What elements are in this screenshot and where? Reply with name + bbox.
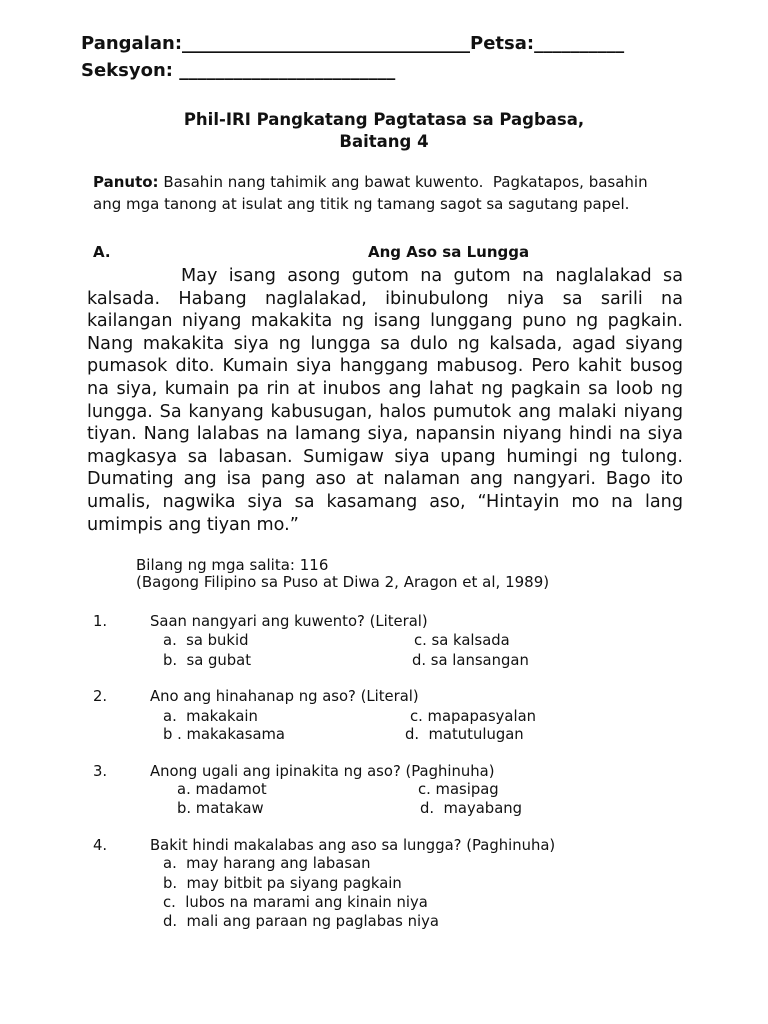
question-3-number: 3. [93,763,108,780]
question-3-choice-c: c. masipag [418,781,499,798]
instructions-label: Panuto: [93,173,159,191]
question-3-text: Anong ugali ang ipinakita ng aso? (Paghinuha) [150,763,495,780]
question-1-text: Saan nangyari ang kuwento? (Literal) [150,613,428,630]
question-4-number: 4. [93,837,108,854]
name-date-line: Pangalan:________________________________Petsa:__________ [81,33,625,54]
question-2-choice-b: b . makakasama [163,726,285,743]
question-1-choice-d: d. sa lansangan [412,652,529,669]
question-2-choice-c: c. mapapasyalan [410,708,537,725]
question-1-choice-b: b. sa gubat [163,652,252,669]
page-title: Phil-IRI Pangkatang Pagtatasa sa Pagbasa, [183,110,585,129]
word-count: Bilang ng mga salita: 116 [136,556,329,574]
instructions-line-2: ang mga tanong at isulat ang titik ng tamang sagot sa sagutang papel. [93,195,630,213]
question-3-choice-d: d. mayabang [420,800,523,817]
question-4-choice-c: c. lubos na marami ang kinain niya [163,894,428,911]
question-2-choice-d: d. matutulugan [405,726,524,743]
story-passage [87,265,683,536]
story-source: (Bagong Filipino sa Puso at Diwa 2, Aragon et al, 1989) [136,573,550,591]
question-1-choice-a: a. sa bukid [163,632,249,649]
question-1-number: 1. [93,613,108,630]
instructions-text-1: Basahin nang tahimik ang bawat kuwento. Pagkatapos, basahin [158,173,648,191]
question-4-choice-a: a. may harang ang labasan [163,855,371,872]
question-2-number: 2. [93,688,108,705]
story-text: May isang asong gutom na gutom na naglalakad sa kalsada. Habang naglalakad, ibinubulong niya sa sarili na kailangan niyang makakita ng isang lunggang puno ng pagkain. Nang makakita siya ng lungga sa dulo ng kalsada, agad siyang pumasok dito. Kumain siya hanggang mabusog. Pero kahit busog na siya, kumain pa rin at inubos ang lahat ng pagkain sa loob ng lungga. Sa kanyang kabusugan, halos pumutok ang malaki niyang tiyan. Nang lalabas na lamang siya, napansin niyang hindi na siya magkasya sa labasan. Sumigaw siya upang humingi ng tulong. Dumating ang isa pang aso at nalaman ang nangyari. Bago ito umalis, nagwika siya sa kasamang aso, “Hintayin mo na lang umimpis ang tiyan mo.” [87,266,683,535]
question-1-choice-c: c. sa kalsada [414,632,510,649]
question-3-choice-a: a. madamot [177,781,267,798]
question-2-choice-a: a. makakain [163,708,258,725]
question-4-choice-d: d. mali ang paraan ng paglabas niya [163,913,439,930]
question-4-choice-b: b. may bitbit pa siyang pagkain [163,875,402,892]
question-4-text: Bakit hindi makalabas ang aso sa lungga? (Paghinuha) [150,837,556,854]
question-3-choice-b: b. matakaw [177,800,264,817]
instructions-line-1 [93,173,648,191]
story-title: Ang Aso sa Lungga [368,243,530,261]
question-2-text: Ano ang hinahanap ng aso? (Literal) [150,688,419,705]
page-subtitle: Baitang 4 [339,132,429,151]
story-letter: A. [93,243,111,261]
section-line: Seksyon: ________________________ [81,60,396,81]
